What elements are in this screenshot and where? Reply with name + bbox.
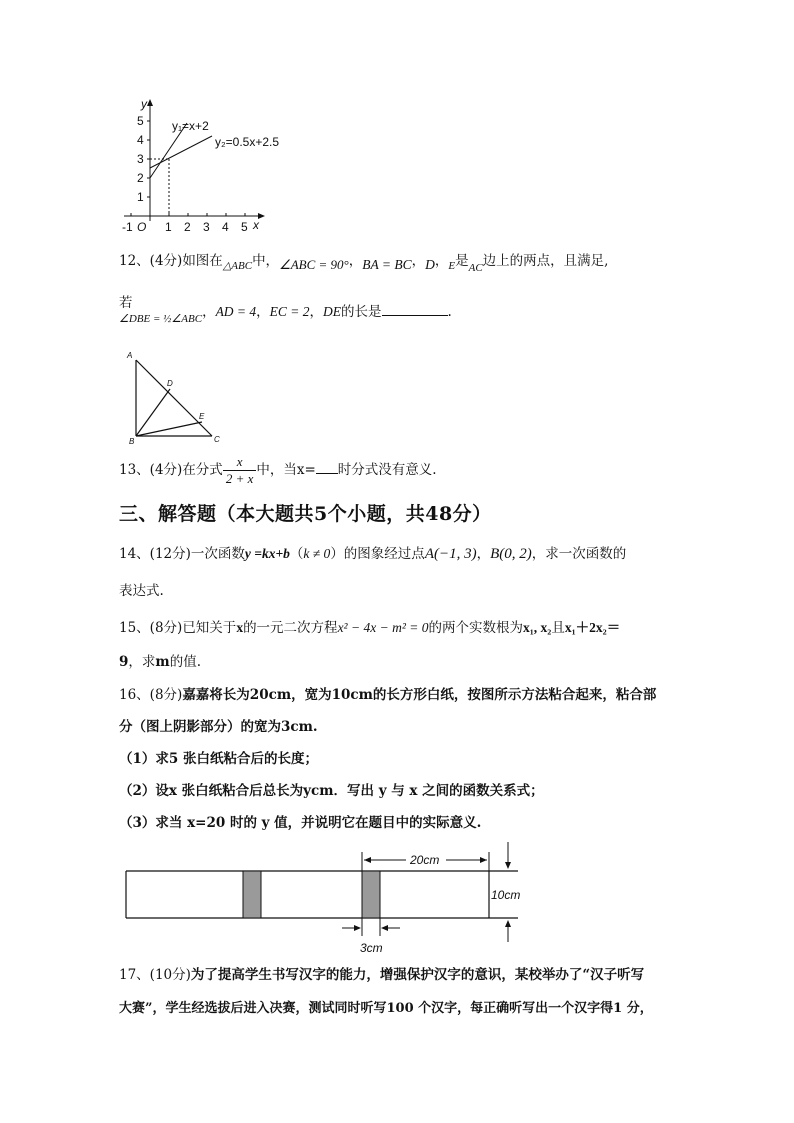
q12-math-angle: ∠ABC = 90° — [279, 257, 349, 272]
q12-text: 中， — [252, 253, 280, 269]
x-tick-neg1: -1 — [122, 220, 133, 234]
q15-bold-nine: 9 — [119, 654, 129, 670]
axis-y-label: y — [141, 97, 147, 111]
q12-text: ， — [411, 253, 426, 269]
q13-frac-denominator: 2 + x — [225, 471, 254, 486]
q14-number: 14、(12分) — [119, 546, 191, 562]
q16-text-line1: 嘉嘉将长为20cm，宽为10cm的长方形白纸，按图所示方法粘合起来，粘合部 — [182, 687, 657, 703]
q12-text: . — [447, 304, 452, 320]
q17-line2: 大赛”，学生经选拔后进入决赛，测试同时听写100 个汉字，每正确听写出一个汉字得1 分， — [119, 1001, 653, 1016]
q12-math-triangle: △ABC — [222, 260, 253, 272]
q16-sub2: （2）设x 张白纸粘合后总长为ycm．写出 y 与 x 之间的函数关系式； — [119, 783, 544, 799]
q13-frac-numerator: x — [223, 454, 257, 471]
q12-text: ， — [348, 253, 363, 269]
vertex-a: A — [127, 351, 133, 360]
q12-text: ， — [202, 304, 216, 320]
y-tick-5: 5 — [137, 114, 144, 128]
q12-math-de: DE — [323, 304, 342, 319]
dim-length-label: 20cm — [410, 853, 440, 867]
x-tick-2: 2 — [184, 220, 191, 234]
q14-text: 一次函数 — [190, 546, 245, 562]
q15-text: 已知关于 — [182, 620, 237, 636]
q12-line1 — [119, 252, 609, 274]
q12-number: 12、(4分) — [119, 253, 183, 269]
q12-text: 如图在 — [182, 253, 223, 269]
dim-width-label: 10cm — [491, 888, 521, 902]
axis-x-label: x — [253, 218, 259, 232]
x-tick-5: 5 — [241, 220, 248, 234]
q14-line2: 表达式. — [119, 583, 164, 599]
q16-sub1: （1）求5 张白纸粘合后的长度； — [119, 751, 318, 767]
y-tick-2: 2 — [137, 171, 144, 185]
q17-text-line1: 为了提高学生书写汉字的能力，增强保护汉字的意识，某校举办了“汉子听写 — [190, 967, 645, 983]
q12-answer-blank[interactable] — [382, 301, 448, 316]
overlap-1 — [243, 871, 261, 918]
q13-text: 时分式没有意义. — [337, 462, 437, 478]
y-tick-1: 1 — [137, 190, 144, 204]
q14-math-k: k ≠ 0 — [303, 546, 331, 561]
q15-line1 — [119, 619, 620, 637]
q15-text: ，求 — [128, 654, 156, 670]
q13-text: 中，当x= — [256, 462, 316, 478]
q12-math-ad: AD = 4 — [215, 304, 257, 319]
q12-text: ， — [434, 253, 449, 269]
q12-math-ac: AC — [468, 262, 483, 274]
q12-math-dbe: ∠DBE = ½∠ABC — [119, 313, 203, 325]
y-axis-arrow-icon — [147, 99, 153, 106]
vertex-c: C — [214, 435, 220, 444]
y-tick-3: 3 — [137, 152, 144, 166]
q14-math-point-b: B(0, 2) — [490, 546, 532, 562]
q14-text: ， — [476, 546, 491, 562]
q12-text: 边上的两点，且满足, — [482, 253, 609, 269]
q13-number: 13、(4分) — [119, 462, 183, 478]
q16-line1 — [119, 686, 656, 704]
q12-math-ec: EC = 2 — [269, 304, 310, 319]
q12-text: 是 — [455, 253, 469, 269]
line-graph-figure — [112, 96, 312, 236]
q15-text: 的两个实数根为 — [428, 620, 523, 636]
overlap-2 — [362, 871, 380, 918]
y-tick-4: 4 — [137, 133, 144, 147]
q15-bold-roots: x₁, x₂ — [522, 620, 552, 635]
x-tick-1: 1 — [165, 220, 172, 234]
vertex-b: B — [129, 437, 135, 446]
q15-bold-condition: x₁＋2x₂＝ — [564, 620, 621, 635]
q12-math-ba-bc: BA = BC — [362, 257, 412, 272]
q12-math-d: D — [425, 257, 435, 272]
q16-number: 16、(8分) — [119, 687, 183, 703]
q12-math-e: E — [448, 260, 456, 272]
q12-text: ， — [309, 304, 324, 320]
line2-label: y₂=0.5x+2.5 — [215, 135, 280, 149]
q15-math-equation: x² − 4x − m² = 0 — [337, 620, 429, 635]
vertex-e: E — [199, 412, 205, 421]
dim-overlap-label: 3cm — [360, 941, 383, 955]
q14-text: ）的图象经过点 — [330, 546, 425, 562]
q14-line1 — [119, 545, 626, 563]
x-tick-3: 3 — [203, 220, 210, 234]
line-y2 — [150, 136, 212, 168]
q16-sub3: （3）求当 x=20 时的 y 值，并说明它在题目中的实际意义. — [119, 815, 482, 831]
q12-text: 的长是 — [341, 304, 382, 320]
paper-strip-figure — [120, 838, 530, 960]
q15-m: m — [155, 654, 170, 670]
line1-label: y₁=x+2 — [172, 119, 209, 133]
q15-number: 15、(8分) — [119, 620, 183, 636]
q12-text: ， — [256, 304, 270, 320]
q15-text: 且 — [551, 620, 565, 636]
q16-line2: 分（图上阴影部分）的宽为3cm. — [119, 719, 318, 735]
q14-math-function: y =kx+b — [244, 546, 290, 561]
q13-text: 在分式 — [182, 462, 223, 478]
q15-line2 — [119, 653, 201, 671]
q17-line1 — [119, 966, 644, 984]
q13-fraction — [223, 454, 257, 487]
q14-text: （ — [289, 546, 304, 562]
q17-number: 17、(10分) — [119, 967, 191, 983]
q12-text: 若 — [119, 295, 133, 311]
vertex-d: D — [167, 379, 173, 388]
q14-math-point-a: A(−1, 3) — [424, 546, 477, 562]
q12-line2b — [119, 301, 452, 325]
q14-text: ，求一次函数的 — [531, 546, 627, 562]
q13-answer-blank[interactable] — [316, 459, 338, 474]
q15-text: 的值. — [169, 654, 201, 670]
triangle-figure — [120, 348, 230, 448]
x-axis-arrow-icon — [258, 213, 265, 219]
q13-line — [119, 453, 437, 487]
q15-text: 的一元二次方程 — [243, 620, 338, 636]
section-3-heading: 三、解答题（本大题共5个小题，共48分） — [119, 503, 492, 525]
q15-bold-x: x — [236, 620, 244, 635]
x-tick-4: 4 — [222, 220, 229, 234]
origin-label: O — [137, 220, 147, 234]
